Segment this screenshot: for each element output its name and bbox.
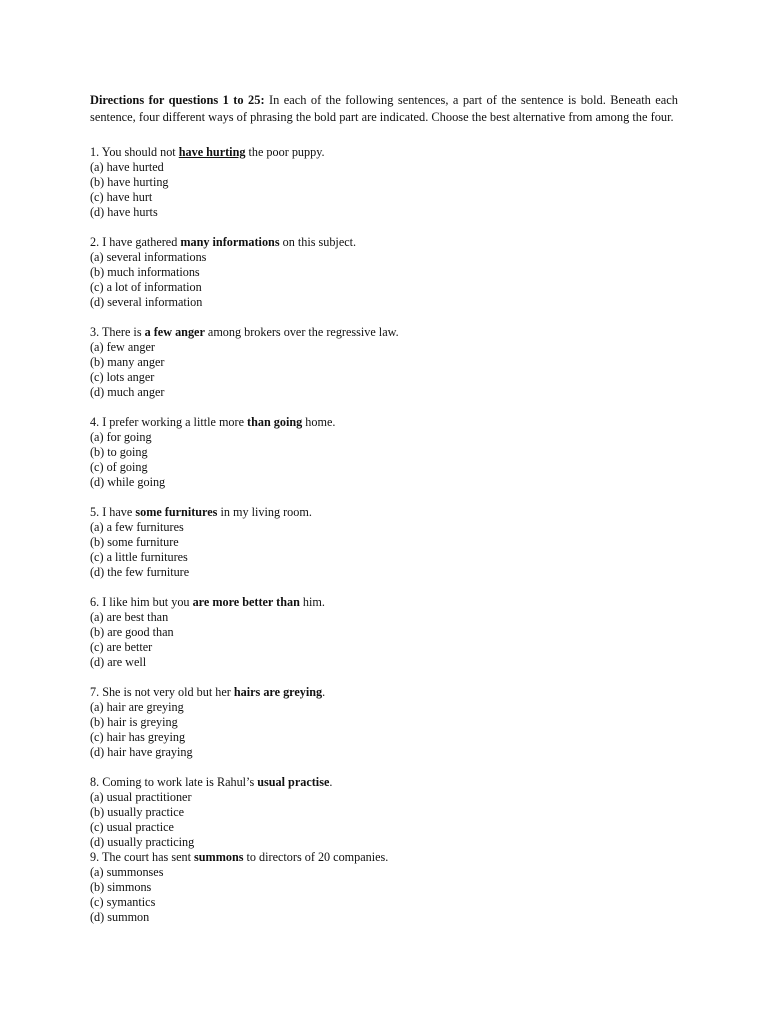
answer-option: (a) several informations [90,250,207,264]
answer-option: (c) lots anger [90,370,155,384]
directions-paragraph [90,92,678,126]
answer-option: (a) for going [90,430,152,444]
question-list [90,145,678,925]
answer-option: (b) usually practice [90,805,185,819]
question-stem-start: 5. I have [90,505,136,519]
question-bold-part: hairs are greying [233,685,323,699]
question-stem-start: 7. She is not very old but her [90,685,234,699]
answer-option: (c) are better [90,640,153,654]
answer-option: (b) are good than [90,625,174,639]
directions-label: Directions for questions 1 to 25: [90,93,265,107]
question-bold-part: usual practise [257,775,330,789]
question-stem-end: him. [299,595,325,609]
answer-option: (a) summonses [90,865,164,879]
question-stem-end: in my living room. [217,505,312,519]
question-8 [90,775,678,850]
answer-option: (c) a little furnitures [90,550,188,564]
answer-option: (d) usually practicing [90,835,195,849]
question-bold-part: a few anger [144,325,205,339]
question-stem-end: to directors of 20 companies. [243,850,389,864]
answer-option: (c) of going [90,460,148,474]
question-stem-end: on this subject. [279,235,357,249]
question-bold-part: summons [194,850,244,864]
question-stem-end: the poor puppy. [245,145,325,159]
question-stem-end: home. [302,415,336,429]
question-text [90,850,678,865]
question-text [90,505,678,520]
question-3 [90,325,678,400]
question-text [90,235,678,250]
answer-option: (a) few anger [90,340,155,354]
answer-option: (c) a lot of information [90,280,202,294]
question-text [90,325,678,340]
answer-option: (a) have hurted [90,160,164,174]
answer-option: (c) hair has greying [90,730,186,744]
question-1 [90,145,678,220]
answer-option: (c) usual practice [90,820,174,834]
question-7 [90,685,678,760]
answer-option: (a) usual practitioner [90,790,192,804]
question-text [90,415,678,430]
answer-option: (b) simmons [90,880,152,894]
answer-option: (b) some furniture [90,535,179,549]
question-6 [90,595,678,670]
question-stem-start: 2. I have gathered [90,235,181,249]
question-bold-part: many informations [180,235,280,249]
question-4 [90,415,678,490]
question-stem-start: 8. Coming to work late is Rahul’s [90,775,258,789]
answer-option: (d) summon [90,910,150,924]
question-9 [90,850,678,925]
question-stem-start: 3. There is [90,325,145,339]
question-stem-end: among brokers over the regressive law. [204,325,399,339]
answer-option: (c) symantics [90,895,156,909]
answer-option: (d) several information [90,295,203,309]
question-text [90,685,678,700]
answer-option: (d) much anger [90,385,165,399]
question-5 [90,505,678,580]
answer-option: (b) to going [90,445,148,459]
question-2 [90,235,678,310]
question-stem-start: 1. You should not [90,145,179,159]
question-bold-part: than going [247,415,303,429]
answer-option: (d) are well [90,655,147,669]
question-stem-start: 4. I prefer working a little more [90,415,248,429]
answer-option: (d) while going [90,475,166,489]
answer-option: (a) are best than [90,610,169,624]
answer-option: (b) hair is greying [90,715,178,729]
answer-option: (a) a few furnitures [90,520,184,534]
answer-option: (b) much informations [90,265,200,279]
answer-option: (b) many anger [90,355,165,369]
question-bold-part: some furnitures [135,505,218,519]
answer-option: (b) have hurting [90,175,169,189]
question-text [90,595,678,610]
question-bold-part: have hurting [178,145,246,159]
question-text [90,775,678,790]
question-stem-end: . [322,685,326,699]
question-text [90,145,678,160]
answer-option: (d) the few furniture [90,565,190,579]
question-stem-start: 6. I like him but you [90,595,193,609]
answer-option: (d) hair have graying [90,745,193,759]
question-bold-part: are more better than [192,595,300,609]
question-stem-end: . [329,775,333,789]
document-page [90,92,678,940]
answer-option: (c) have hurt [90,190,153,204]
answer-option: (a) hair are greying [90,700,184,714]
question-stem-start: 9. The court has sent [90,850,195,864]
answer-option: (d) have hurts [90,205,158,219]
directions-text: In each of the following sentences, a part of the sentence is bold. Beneath each sentence, four different ways of phrasing the bold part are indicated. Choose the best alternative from among the four. [90,93,678,124]
